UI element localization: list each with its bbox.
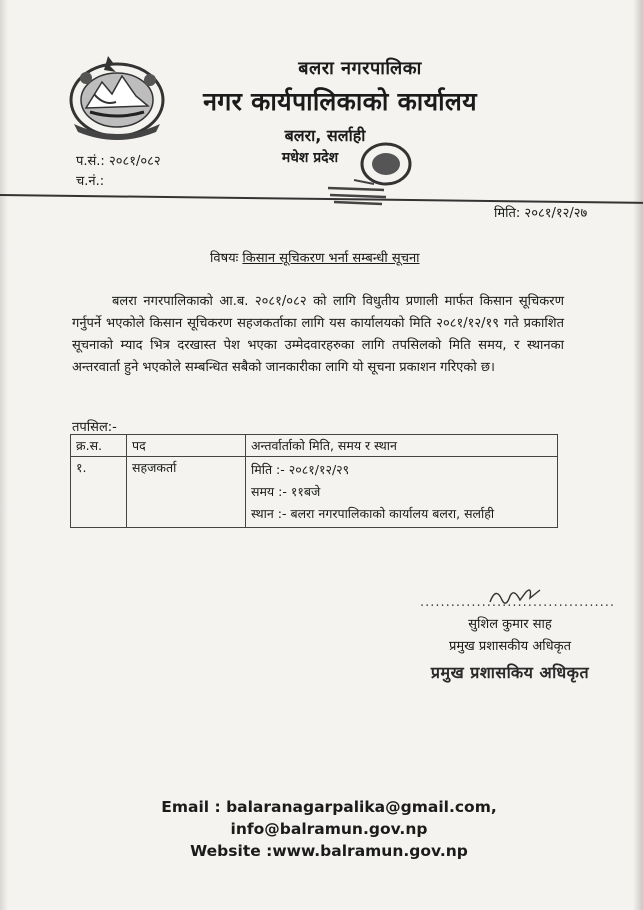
signatory-title: प्रमुख प्रशासकीय अधिकृत (448, 639, 572, 654)
header-details: अन्तर्वार्ताको मिति, समय र स्थान (246, 435, 558, 457)
signature-dots: ...................................... (420, 595, 616, 610)
row-time: समय :- ११बजे (251, 484, 321, 499)
row-position: सहजकर्ता (127, 457, 246, 528)
row-serial: १. (71, 457, 127, 528)
office-name: नगर कार्यपालिकाको कार्यालय (203, 87, 477, 116)
title-stamp: प्रमुख प्रशासकिय अधिकृत (430, 663, 590, 682)
signature-line (420, 592, 616, 614)
table-row (71, 457, 558, 528)
page-right-edge (633, 0, 643, 910)
header-serial: क्र.स. (71, 435, 127, 457)
page-left-edge (0, 0, 8, 910)
row-date: मिति :- २०८१/१२/२९ (251, 462, 350, 477)
table-header-row (71, 435, 558, 457)
schedule-label: तपसिल:- (72, 420, 117, 435)
row-details (246, 457, 558, 528)
nepal-emblem-icon (64, 50, 170, 142)
dispatch-number: च.नं.: (76, 174, 105, 189)
office-place: बलरा, सर्लाही (284, 126, 366, 145)
header-position: पद (127, 435, 246, 457)
municipality-name: बलरा नगरपालिका (298, 58, 422, 79)
handwritten-signature-icon (486, 582, 546, 612)
interview-schedule-table (70, 434, 558, 528)
signature-block (420, 592, 616, 684)
province-name: मधेश प्रदेश (281, 150, 339, 166)
letter-number: प.सं.: २०८१/०८२ (76, 154, 161, 169)
notice-body: बलरा नगरपालिकाको आ.ब. २०८१/०८२ को लागि विधुतीय प्रणाली मार्फत किसान सूचिकरण गर्नुपर्ने भएकोले किसान सूचिकरण सहजकर्ताका लागि यस कार्यालयको मिति २०८१/१२/१९ गते प्रकाशित सूचनाको म्याद भित्र दरखास्त पेश भएका उम्मेदवारहरुका लागि तपसिलको मिति समय, र स्थानका अन्तरवार्ता हुने भएकोले सम्बन्धित सबैको जानकारीका लागि यो सूचना प्रकाशन गरिएको छ। (72, 294, 564, 375)
issue-date: मिति: २०८१/१२/२७ (494, 206, 588, 221)
subject-prefix: विषयः (210, 251, 239, 266)
subject-line (210, 248, 420, 266)
footer-contact (94, 796, 564, 862)
footer-email: Email : balaranagarpalika@gmail.com, info@balramun.gov.np (161, 798, 497, 838)
signatory-name: सुशिल कुमार साह (468, 617, 552, 632)
reference-block (76, 152, 161, 192)
row-place: स्थान :- बलरा नगरपालिकाको कार्यालय बलरा, सर्लाही (251, 506, 495, 521)
subject-text: किसान सूचिकरण भर्ना सम्बन्धी सूचना (242, 251, 420, 266)
footer-website: Website :www.balramun.gov.np (190, 842, 468, 860)
